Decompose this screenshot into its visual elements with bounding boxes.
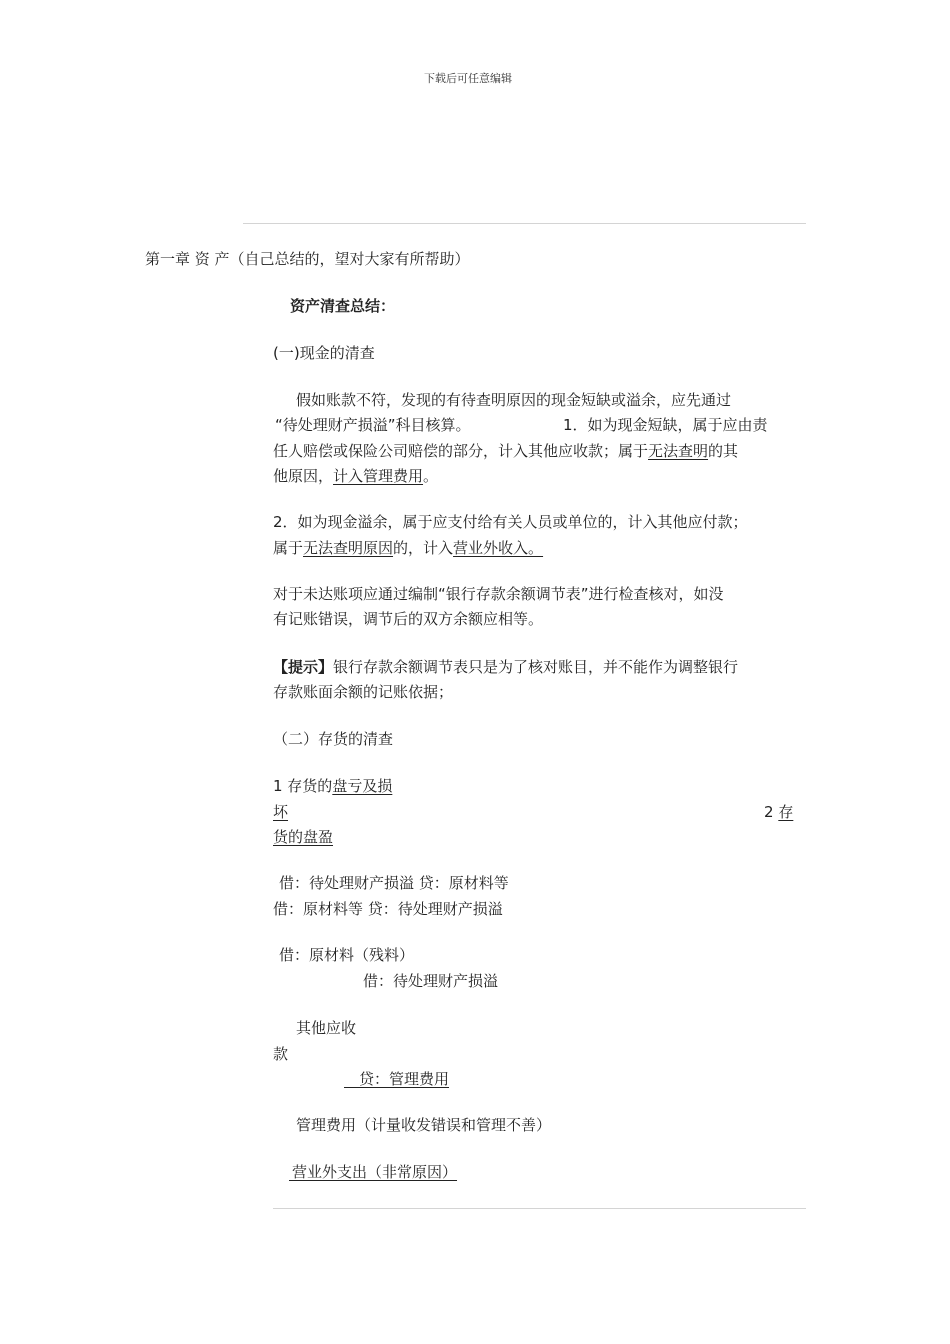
cash-paragraph-1-line-2: “待处理财产损溢”科目核算。 [275,416,471,434]
underlined-text: 无法查明原因 [303,539,394,557]
text: 任人赔偿或保险公司赔偿的部分，计入其他应收款；属于 [273,442,649,460]
inventory-note-1: 管理费用（计量收发错误和管理不善） [296,1116,552,1134]
inventory-item-2-cont: 货的盘盈 [273,828,334,846]
cash-paragraph-1-line-3 [273,439,738,464]
journal-entry-2: 借：原材料等 贷：待处理财产损溢 [273,900,503,918]
text: 的其 [708,442,739,460]
cash-paragraph-3-line-2: 有记账错误，调节后的双方余额应相等。 [273,610,544,628]
underlined-text: 无法查明 [648,442,709,460]
underlined-text: 计入管理费用 [333,467,424,485]
journal-entry-4: 借：待处理财产损溢 [363,972,499,990]
text: 属于 [273,539,304,557]
underlined-text: 存 [778,803,794,821]
inventory-item-1 [273,774,392,799]
bottom-divider [273,1208,806,1209]
cash-paragraph-2-line-2 [273,536,543,561]
inventory-note-2 [289,1160,457,1185]
journal-entry-5-line-1: 其他应收 [296,1019,357,1037]
text: 1 存货的 [273,777,333,795]
cash-paragraph-3-line-1: 对于未达账项应通过编制“银行存款余额调节表”进行检查核对，如没 [273,585,724,603]
cash-paragraph-2-line-1: 2．如为现金溢余，属于应支付给有关人员或单位的，计入其他应付款； [273,513,748,531]
inventory-item-2 [764,800,793,825]
journal-entry-3: 借：原材料（残料） [279,946,415,964]
text: 。 [423,467,439,485]
text: 贷：管理费用 [359,1070,450,1088]
cash-paragraph-1-line-2-item: 1．如为现金短缺，属于应由责 [563,416,768,434]
header-note: 下载后可任意编辑 [424,72,512,85]
cash-heading: (一)现金的清查 [273,344,375,362]
tip-paragraph-line-1 [273,655,738,680]
chapter-title: 第一章 资 产（自己总结的，望对大家有所帮助） [145,250,470,268]
cash-paragraph-1-line-1: 假如账款不符，发现的有待查明原因的现金短缺或溢余，应先通过 [296,391,732,409]
underlined-text: 营业外收入。 [453,539,544,557]
text: 营业外支出（非常原因） [292,1163,458,1181]
section-heading: 资产清查总结： [290,297,396,315]
tip-label: 【提示】 [273,658,334,676]
text: 的，计入 [393,539,454,557]
journal-entry-1: 借：待处理财产损溢 贷：原材料等 [279,874,509,892]
journal-entry-6 [344,1067,449,1092]
journal-entry-5-line-2: 款 [273,1045,289,1063]
inventory-heading: （二）存货的清查 [273,730,394,748]
cash-paragraph-1-line-4 [273,464,438,489]
top-divider [243,223,806,224]
underlined-text: 盘亏及损 [332,777,393,795]
tip-paragraph-line-2: 存款账面余额的记账依据； [273,683,454,701]
inventory-item-1-cont: 坏 [273,803,289,821]
text: 他原因， [273,467,334,485]
text: 2 [764,803,779,821]
text: 银行存款余额调节表只是为了核对账目，并不能作为调整银行 [333,658,739,676]
